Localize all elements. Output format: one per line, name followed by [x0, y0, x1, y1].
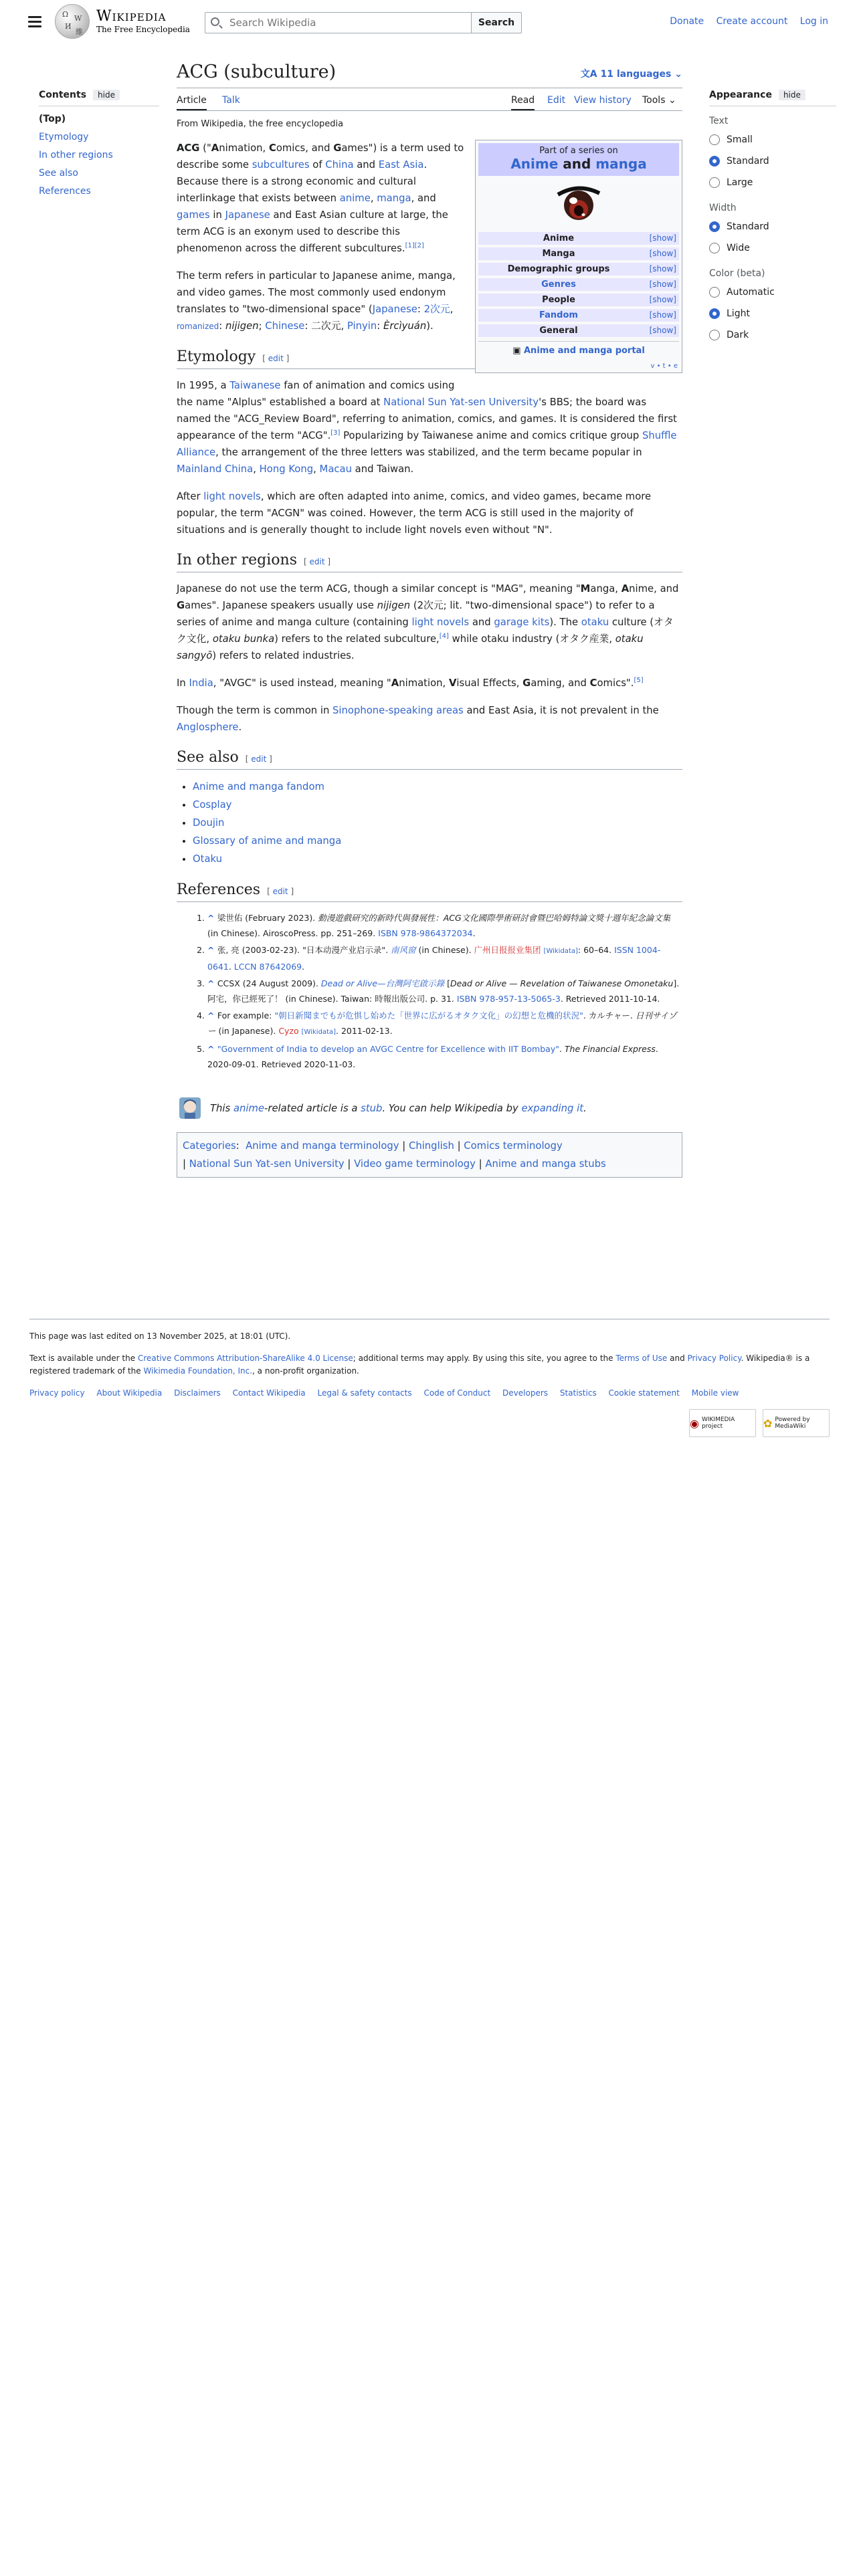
footer-link-disclaimers[interactable]: Disclaimers	[174, 1388, 221, 1398]
link-manga[interactable]: manga	[377, 193, 411, 204]
tab-edit[interactable]: Edit	[547, 95, 566, 106]
link-light-novels-2[interactable]: light novels	[411, 617, 470, 628]
show-toggle[interactable]: [show]	[649, 233, 676, 243]
text-option-large[interactable]: Large	[709, 172, 836, 193]
link-anime[interactable]: anime	[339, 193, 371, 204]
list-item: • Glossary of anime and manga	[193, 832, 682, 850]
page-tabs	[177, 88, 682, 111]
main-menu-icon[interactable]	[25, 13, 44, 29]
regions-paragraph-1: Japanese do not use the term ACG, though a similar concept is "MAG", meaning "Manga, Anime, and Games". Japanese speakers usually use nijigen (2次元; lit. "two-dimensional space") to refer to a series of anime and manga culture (containing light novels and garage kits). The otaku culture (オタク文化, otaku bunka) refers to the related subculture,[4] while otaku industry (オタク産業, otaku sangyō) refers to related industries.	[177, 583, 679, 661]
link-anime-stub[interactable]: anime	[233, 1102, 265, 1114]
reference-4: 4. ^ For example: "朝日新聞までもが危惧し始めた「世界に広がるオタク文化」の幻想と危機的状況". カルチャー. 日刊サイゾー (in Japanese). Cyzo [Wikidata]. 2011-02-13.	[207, 1008, 682, 1040]
toc-item-references[interactable]: References	[39, 186, 91, 197]
show-toggle[interactable]: [show]	[649, 326, 676, 335]
category-link[interactable]: National Sun Yat-sen University	[189, 1158, 345, 1170]
footer-link-privacy[interactable]: Privacy policy	[29, 1388, 85, 1398]
table-of-contents	[39, 90, 159, 201]
toc-title: Contents	[39, 90, 87, 100]
reference-2: 2. ^ 张, 亮 (2003-02-23). "日本动漫产业启示录". 南风窗 (in Chinese). 广州日报报业集团 [Wikidata]: 60–64. ISSN 1004-0641. LCCN 87642069.	[207, 942, 682, 974]
toc-item-etymology[interactable]: Etymology	[39, 132, 89, 142]
category-link[interactable]: Anime and manga stubs	[485, 1158, 606, 1170]
link-subcultures[interactable]: subcultures	[252, 159, 310, 171]
stub-notice: This anime-related article is a stub. You can help Wikipedia by expanding it.	[177, 1095, 682, 1121]
category-link[interactable]: Chinglish	[408, 1140, 454, 1152]
regions-paragraph-2: In India, "AVGC" is used instead, meaning "Animation, Visual Effects, Gaming, and Comics".[5]	[177, 677, 644, 689]
appearance-panel	[709, 90, 836, 346]
article-content	[177, 59, 682, 1178]
link-games[interactable]: games	[177, 209, 210, 221]
footer-link-code-of-conduct[interactable]: Code of Conduct	[423, 1388, 491, 1398]
link-taiwanese[interactable]: Taiwanese	[229, 380, 281, 391]
references-heading: References [ edit ]	[177, 881, 682, 902]
link-sinophone[interactable]: Sinophone-speaking areas	[332, 705, 464, 716]
reference-5: 5. ^ "Government of India to develop an AVGC Centre for Excellence with IIT Bombay". The Financial Express. 2020-09-01. Retrieved 2020-11-03.	[207, 1041, 682, 1072]
link-macau[interactable]: Macau	[319, 463, 352, 475]
citation-4[interactable]: [4]	[439, 633, 449, 641]
infobox-row-fandom: Fandom [show]	[478, 309, 679, 322]
category-link[interactable]: Comics terminology	[464, 1140, 563, 1152]
list-item: • Anime and manga fandom	[193, 778, 682, 796]
see-also-heading: See also [ edit ]	[177, 749, 682, 770]
intro-paragraph-2: The term refers in particular to Japanese anime, manga, and video games. The most commonly used endonym translates to "two-dimensional space" (Japanese: 2次元, romanized: nijigen; Chinese: 二次元, Pinyin: Èrcìyuán).	[177, 270, 456, 332]
show-toggle[interactable]: [show]	[649, 295, 676, 304]
toc-hide-button[interactable]: hide	[93, 90, 120, 100]
edit-see-also[interactable]: edit	[251, 754, 267, 764]
infobox-part-of: Part of a series on	[539, 146, 618, 156]
footer-links	[29, 1387, 830, 1400]
footer-link-legal[interactable]: Legal & safety contacts	[317, 1388, 412, 1398]
reference-1: 1. ^ 梁世佑 (February 2023). 動漫遊戲研究的新時代與發展性：ACG文化國際學術研討會暨巴哈姆特論文獎十週年紀念論文集 (in Chinese). AiroscoPress. pp. 251–269. ISBN 978-9864372034.	[207, 910, 682, 941]
color-option-automatic[interactable]: Automatic	[709, 282, 836, 303]
mediawiki-icon: ✿	[763, 1416, 773, 1430]
infobox: Part of a series on Anime and manga Anime [show] Manga [show] Demographic groups [show] Genres [show] People [show] Fandom [show] General [show] ▣ Anime and manga portal v • t • e	[475, 140, 682, 373]
edit-references[interactable]: edit	[272, 887, 288, 896]
categories-box: Categories: Anime and manga terminology | Chinglish | Comics terminology | National Sun Yat-sen University | Video game terminology | Anime and manga stubs	[177, 1132, 682, 1178]
intro-paragraph-1: ACG ("Animation, Comics, and Games") is a term used to describe some subcultures of China and East Asia. Because there is a strong economic and cultural interlinkage that exists between anime, manga, and games in Japanese and East Asian culture at large, the term ACG is an exonym used to describe this phenomenon across the different subcultures.[1][2]	[177, 142, 464, 254]
link-japanese[interactable]: Japanese	[225, 209, 270, 221]
color-label: Color (beta)	[709, 268, 765, 279]
category-link[interactable]: Anime and manga terminology	[246, 1140, 399, 1152]
footer-link-statistics[interactable]: Statistics	[559, 1388, 597, 1398]
anime-eye-image	[478, 176, 679, 229]
link-anglosphere[interactable]: Anglosphere	[177, 722, 239, 733]
categories-link[interactable]: Categories	[183, 1140, 236, 1152]
portal-link[interactable]: ▣ Anime and manga portal	[478, 341, 679, 360]
tab-view-history[interactable]: View history	[574, 95, 632, 106]
wordmark-tagline: The Free Encyclopedia	[96, 25, 190, 34]
color-option-light[interactable]: Light	[709, 303, 836, 324]
show-toggle[interactable]: [show]	[649, 310, 676, 320]
edit-other-regions[interactable]: edit	[309, 557, 325, 566]
wordmark-title: Wikipedia	[96, 8, 167, 25]
link-china[interactable]: China	[325, 159, 354, 171]
user-links	[660, 16, 828, 27]
wordmark[interactable]	[96, 8, 190, 34]
wikimedia-badge[interactable]: ◉ WIKIMEDIA project	[689, 1409, 756, 1437]
search-box	[205, 12, 472, 33]
log-in-link[interactable]: Log in	[799, 16, 828, 27]
other-regions-heading: In other regions [ edit ]	[177, 552, 682, 572]
footer-link-mobile[interactable]: Mobile view	[691, 1388, 739, 1398]
see-also-list	[193, 778, 682, 868]
link-otaku[interactable]: otaku	[581, 617, 609, 628]
infobox-series-manga[interactable]: manga	[595, 156, 647, 172]
infobox-row-general: General [show]	[478, 324, 679, 337]
show-toggle[interactable]: [show]	[649, 249, 676, 258]
references-list	[207, 910, 682, 1072]
text-option-standard[interactable]: Standard	[709, 150, 836, 172]
link-stub[interactable]: stub	[361, 1102, 383, 1114]
page-title: ACG (subculture)	[177, 62, 337, 82]
footer-link-cookie[interactable]: Cookie statement	[608, 1388, 680, 1398]
link-east-asia[interactable]: East Asia	[378, 159, 424, 171]
edit-etymology[interactable]: edit	[268, 354, 284, 363]
search-input[interactable]	[228, 15, 462, 30]
infobox-series-anime[interactable]: Anime	[510, 156, 559, 172]
toc-header	[39, 90, 159, 100]
citation-5[interactable]: [5]	[634, 677, 644, 685]
donate-link[interactable]: Donate	[670, 16, 704, 27]
anime-character-stub-icon	[177, 1095, 203, 1121]
link-nsysu[interactable]: National Sun Yat-sen University	[383, 397, 539, 408]
list-item: • Doujin	[193, 814, 682, 832]
site-header	[0, 0, 859, 44]
link-light-novels[interactable]: light novels	[203, 491, 261, 502]
link-romanized[interactable]: romanized	[177, 322, 219, 331]
link-japanese-lang[interactable]: Japanese	[372, 304, 417, 315]
citation-3[interactable]: [3]	[330, 429, 341, 437]
tab-article[interactable]: Article	[177, 95, 207, 110]
create-account-link[interactable]: Create account	[716, 16, 788, 27]
list-item: • Otaku	[193, 850, 682, 868]
footer-link-about[interactable]: About Wikipedia	[96, 1388, 163, 1398]
mediawiki-badge[interactable]: ✿ Powered by MediaWiki	[763, 1409, 830, 1437]
link-expanding-it[interactable]: expanding it	[521, 1102, 584, 1114]
wikimedia-icon: ◉	[690, 1416, 699, 1430]
tab-talk[interactable]: Talk	[222, 95, 240, 106]
regions-paragraph-3: Though the term is common in Sinophone-speaking areas and East Asia, it is not prevalent in the Anglosphere.	[177, 705, 659, 733]
appearance-title: Appearance	[709, 90, 772, 100]
reference-3: 3. ^ CCSX (24 August 2009). Dead or Alive—台灣阿宅啟示錄 [Dead or Alive — Revelation of Taiwanese Omonetaku]. 阿宅，你已經死了！ (in Chinese). Taiwan: 時報出版公司. p. 31. ISBN 978-957-13-5065-3. Retrieved 2011-10-14.	[207, 976, 682, 1006]
category-link[interactable]: Video game terminology	[354, 1158, 476, 1170]
link-garage-kits[interactable]: garage kits	[494, 617, 550, 628]
link-shuffle-alliance[interactable]: Shuffle Alliance	[177, 430, 677, 458]
etymology-paragraph-2: After light novels, which are often adapted into anime, comics, and video games, became more popular, the term "ACGN" was coined. However, the term ACG is still used in the majority of situations and is generally thought to include light novels even without "N".	[177, 491, 652, 536]
appearance-hide-button[interactable]: hide	[779, 90, 805, 100]
tools-menu[interactable]: Tools ⌄	[642, 95, 676, 106]
footer-link-contact[interactable]: Contact Wikipedia	[232, 1388, 306, 1398]
license-text: Text is available under the Creative Commons Attribution-ShareAlike 4.0 License; additional terms may apply. By using this site, you agree to the Terms of Use and Privacy Policy. Wikipedia® is a registered trademark of the Wikimedia Foundation, Inc., a non-profit organization.	[29, 1354, 810, 1376]
infobox-row-manga: Manga [show]	[478, 247, 679, 260]
link-india[interactable]: India	[189, 677, 213, 689]
tagline: From Wikipedia, the free encyclopedia	[177, 119, 344, 129]
show-toggle[interactable]: [show]	[649, 280, 676, 289]
search-button[interactable]: Search	[471, 12, 522, 33]
width-label: Width	[709, 203, 737, 213]
chevron-down-icon: ⌄	[671, 69, 682, 80]
width-option-standard[interactable]: Standard	[709, 216, 836, 237]
link-nijigen[interactable]: 2次元	[423, 304, 450, 315]
search-icon	[211, 17, 219, 26]
last-edited: This page was last edited on 13 November 2025, at 18:01 (UTC).	[29, 1331, 291, 1341]
link-pinyin[interactable]: Pinyin	[347, 320, 377, 332]
footer-link-developers[interactable]: Developers	[502, 1388, 549, 1398]
toc-item-see-also[interactable]: See also	[39, 168, 78, 179]
tab-read[interactable]: Read	[511, 95, 535, 110]
show-toggle[interactable]: [show]	[649, 264, 676, 274]
translate-icon: 文A	[580, 69, 601, 80]
text-option-small[interactable]: Small	[709, 129, 836, 150]
width-option-wide[interactable]: Wide	[709, 237, 836, 259]
infobox-row-people: People [show]	[478, 294, 679, 306]
etymology-paragraph-1: In 1995, a Taiwanese fan of animation and comics using the name "Alplus" established a board at National Sun Yat-sen University's BBS; the board was named the "ACG_Review Board", referring to animation, comics, and games. It is considered the first appearance of the term "ACG".[3] Popularizing by Taiwanese anime and comics critique group Shuffle Alliance, the arrangement of the three letters was stabilized, and the term became popular in Mainland China, Hong Kong, Macau and Taiwan.	[177, 380, 677, 475]
infobox-row-genres: Genres [show]	[478, 278, 679, 291]
list-item: • Cosplay	[193, 796, 682, 814]
toc-item-other-regions[interactable]: In other regions	[39, 150, 113, 160]
appearance-header	[709, 90, 836, 100]
portal-icon: ▣	[512, 346, 524, 356]
wikipedia-globe-logo[interactable]: Ω W И 維	[55, 4, 90, 39]
link-chinese[interactable]: Chinese	[265, 320, 305, 332]
etymology-heading: Etymology [ edit ]	[177, 348, 682, 369]
link-mainland-china[interactable]: Mainland China	[177, 463, 254, 475]
toc-item-top[interactable]: (Top)	[39, 114, 66, 124]
link-hong-kong[interactable]: Hong Kong	[259, 463, 314, 475]
infobox-row-anime: Anime [show]	[478, 232, 679, 245]
text-size-label: Text	[709, 116, 729, 126]
language-button[interactable]: 文A 11 languages ⌄	[580, 69, 682, 80]
infobox-row-demographic: Demographic groups [show]	[478, 263, 679, 276]
color-option-dark[interactable]: Dark	[709, 324, 836, 346]
page-footer	[29, 1319, 830, 1430]
vte-links[interactable]: v • t • e	[650, 362, 678, 370]
citation-1-2[interactable]: [1][2]	[405, 242, 424, 250]
